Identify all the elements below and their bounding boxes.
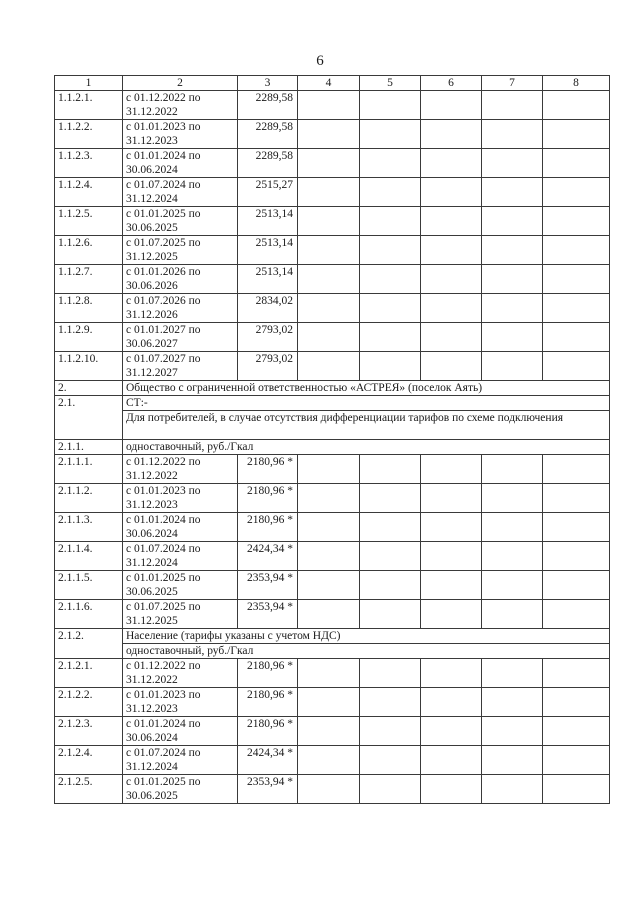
empty-cell: [298, 265, 360, 294]
empty-cell: [421, 484, 482, 513]
tariff-value: 2180,96 *: [238, 455, 298, 484]
empty-cell: [421, 178, 482, 207]
tariff-value: 2793,02: [238, 323, 298, 352]
empty-cell: [298, 294, 360, 323]
empty-cell: [543, 207, 610, 236]
empty-cell: [482, 717, 543, 746]
section-title: Население (тарифы указаны с учетом НДС): [123, 629, 610, 644]
section-title: Общество с ограниченной ответственностью «АСТРЕЯ» (поселок Аять): [123, 381, 610, 396]
column-header: 1: [55, 76, 123, 91]
empty-cell: [543, 513, 610, 542]
row-number: 2.1.2.4.: [55, 746, 123, 775]
tariff-value: 2289,58: [238, 120, 298, 149]
empty-cell: [421, 294, 482, 323]
empty-cell: [360, 746, 421, 775]
table-row: [55, 775, 610, 804]
tariff-value: 2793,02: [238, 352, 298, 381]
empty-cell: [482, 323, 543, 352]
tariff-value: 2180,96 *: [238, 659, 298, 688]
table-row: [55, 717, 610, 746]
column-header: 5: [360, 76, 421, 91]
empty-cell: [360, 207, 421, 236]
period-cell: с 01.01.2024 по 30.06.2024: [123, 717, 238, 746]
row-number: 1.1.2.5.: [55, 207, 123, 236]
table-row: [55, 455, 610, 484]
tariff-value: 2424,34 *: [238, 746, 298, 775]
empty-cell: [421, 236, 482, 265]
empty-cell: [482, 746, 543, 775]
empty-cell: [360, 455, 421, 484]
empty-cell: [543, 659, 610, 688]
section-row: [55, 644, 610, 659]
section-subtitle: одноставочный, руб./Гкал: [123, 644, 610, 659]
empty-cell: [421, 571, 482, 600]
empty-cell: [543, 717, 610, 746]
empty-cell: [421, 207, 482, 236]
empty-cell: [482, 571, 543, 600]
empty-cell: [482, 455, 543, 484]
empty-cell: [421, 717, 482, 746]
period-cell: с 01.01.2026 по 30.06.2026: [123, 265, 238, 294]
table-row: [55, 659, 610, 688]
tariff-value: 2180,96 *: [238, 688, 298, 717]
empty-cell: [543, 120, 610, 149]
row-number: 1.1.2.8.: [55, 294, 123, 323]
table-row: [55, 236, 610, 265]
empty-cell: [298, 91, 360, 120]
period-cell: с 01.01.2025 по 30.06.2025: [123, 775, 238, 804]
empty-cell: [421, 746, 482, 775]
section-title: одноставочный, руб./Гкал: [123, 440, 610, 455]
row-number: 1.1.2.2.: [55, 120, 123, 149]
empty-cell: [360, 688, 421, 717]
period-cell: с 01.07.2025 по 31.12.2025: [123, 236, 238, 265]
empty-cell: [421, 600, 482, 629]
tariff-table: [54, 75, 610, 804]
empty-cell: [543, 484, 610, 513]
empty-cell: [298, 746, 360, 775]
empty-cell: [482, 265, 543, 294]
tariff-value: 2515,27: [238, 178, 298, 207]
empty-cell: [298, 352, 360, 381]
empty-cell: [298, 688, 360, 717]
empty-cell: [360, 659, 421, 688]
row-number: 1.1.2.7.: [55, 265, 123, 294]
section-row: [55, 440, 610, 455]
empty-cell: [298, 484, 360, 513]
empty-cell: [543, 236, 610, 265]
row-number: 2.1.1.1.: [55, 455, 123, 484]
empty-cell: [421, 149, 482, 178]
period-cell: с 01.07.2027 по 31.12.2027: [123, 352, 238, 381]
empty-cell: [543, 746, 610, 775]
table-row: [55, 484, 610, 513]
table-header-row: [55, 76, 610, 91]
empty-cell: [543, 91, 610, 120]
tariff-value: 2513,14: [238, 236, 298, 265]
row-number: 2.1.1.5.: [55, 571, 123, 600]
empty-cell: [298, 120, 360, 149]
empty-cell: [543, 352, 610, 381]
empty-cell: [543, 294, 610, 323]
empty-cell: [482, 542, 543, 571]
empty-cell: [421, 775, 482, 804]
period-cell: с 01.01.2024 по 30.06.2024: [123, 149, 238, 178]
tariff-value: 2513,14: [238, 265, 298, 294]
empty-cell: [421, 265, 482, 294]
empty-cell: [298, 178, 360, 207]
empty-cell: [482, 91, 543, 120]
row-number: 2.1.2.1.: [55, 659, 123, 688]
empty-cell: [360, 323, 421, 352]
empty-cell: [543, 688, 610, 717]
row-number: 1.1.2.3.: [55, 149, 123, 178]
row-number: 1.1.2.6.: [55, 236, 123, 265]
empty-cell: [543, 542, 610, 571]
table-row: [55, 513, 610, 542]
table-row: [55, 207, 610, 236]
section-title: СТ:-: [123, 396, 610, 411]
empty-cell: [421, 120, 482, 149]
section-number: 2.: [55, 381, 123, 396]
empty-cell: [298, 600, 360, 629]
tariff-value: 2353,94 *: [238, 600, 298, 629]
tariff-table-body: [55, 76, 610, 804]
empty-cell: [482, 149, 543, 178]
section-row: [55, 381, 610, 396]
column-header: 8: [543, 76, 610, 91]
empty-cell: [421, 542, 482, 571]
empty-cell: [298, 513, 360, 542]
table-row: [55, 149, 610, 178]
empty-cell: [298, 149, 360, 178]
row-number: 2.1.2.5.: [55, 775, 123, 804]
row-number: 1.1.2.9.: [55, 323, 123, 352]
tariff-value: 2513,14: [238, 207, 298, 236]
table-row: [55, 323, 610, 352]
period-cell: с 01.01.2025 по 30.06.2025: [123, 207, 238, 236]
table-row: [55, 688, 610, 717]
period-cell: с 01.12.2022 по 31.12.2022: [123, 91, 238, 120]
empty-cell: [298, 207, 360, 236]
empty-cell: [482, 775, 543, 804]
table-row: [55, 600, 610, 629]
table-row: [55, 91, 610, 120]
empty-cell: [360, 91, 421, 120]
tariff-value: 2834,02: [238, 294, 298, 323]
empty-cell: [482, 659, 543, 688]
column-header: 3: [238, 76, 298, 91]
empty-cell: [482, 600, 543, 629]
empty-cell: [482, 484, 543, 513]
table-row: [55, 542, 610, 571]
section-number: 2.1.: [55, 396, 123, 440]
empty-cell: [482, 178, 543, 207]
row-number: 2.1.1.3.: [55, 513, 123, 542]
row-number: 2.1.2.3.: [55, 717, 123, 746]
table-row: [55, 178, 610, 207]
empty-cell: [421, 513, 482, 542]
period-cell: с 01.12.2022 по 31.12.2022: [123, 659, 238, 688]
empty-cell: [482, 688, 543, 717]
row-number: 2.1.1.2.: [55, 484, 123, 513]
period-cell: с 01.01.2025 по 30.06.2025: [123, 571, 238, 600]
empty-cell: [543, 178, 610, 207]
empty-cell: [482, 513, 543, 542]
empty-cell: [543, 455, 610, 484]
page-number: 6: [316, 53, 324, 69]
empty-cell: [482, 207, 543, 236]
period-cell: с 01.01.2024 по 30.06.2024: [123, 513, 238, 542]
section-subtitle: Для потребителей, в случае отсутствия дифференциации тарифов по схеме подключения: [123, 411, 610, 440]
empty-cell: [482, 352, 543, 381]
empty-cell: [298, 717, 360, 746]
empty-cell: [360, 265, 421, 294]
tariff-value: 2353,94 *: [238, 571, 298, 600]
tariff-value: 2180,96 *: [238, 717, 298, 746]
tariff-value: 2180,96 *: [238, 513, 298, 542]
empty-cell: [421, 323, 482, 352]
table-row: [55, 571, 610, 600]
empty-cell: [360, 294, 421, 323]
empty-cell: [543, 323, 610, 352]
empty-cell: [543, 571, 610, 600]
empty-cell: [360, 352, 421, 381]
empty-cell: [298, 236, 360, 265]
section-number: 2.1.2.: [55, 629, 123, 659]
empty-cell: [421, 352, 482, 381]
empty-cell: [298, 659, 360, 688]
period-cell: с 01.01.2023 по 31.12.2023: [123, 688, 238, 717]
empty-cell: [298, 775, 360, 804]
table-row: [55, 294, 610, 323]
table-row: [55, 120, 610, 149]
empty-cell: [421, 688, 482, 717]
empty-cell: [360, 775, 421, 804]
empty-cell: [360, 149, 421, 178]
empty-cell: [543, 775, 610, 804]
empty-cell: [298, 455, 360, 484]
row-number: 1.1.2.1.: [55, 91, 123, 120]
period-cell: с 01.01.2027 по 30.06.2027: [123, 323, 238, 352]
empty-cell: [482, 120, 543, 149]
period-cell: с 01.01.2023 по 31.12.2023: [123, 484, 238, 513]
empty-cell: [360, 513, 421, 542]
tariff-value: 2353,94 *: [238, 775, 298, 804]
column-header: 7: [482, 76, 543, 91]
period-cell: с 01.01.2023 по 31.12.2023: [123, 120, 238, 149]
empty-cell: [421, 659, 482, 688]
tariff-value: 2180,96 *: [238, 484, 298, 513]
row-number: 2.1.1.6.: [55, 600, 123, 629]
period-cell: с 01.07.2025 по 31.12.2025: [123, 600, 238, 629]
table-row: [55, 265, 610, 294]
empty-cell: [298, 323, 360, 352]
empty-cell: [543, 265, 610, 294]
empty-cell: [360, 120, 421, 149]
period-cell: с 01.12.2022 по 31.12.2022: [123, 455, 238, 484]
column-header: 4: [298, 76, 360, 91]
column-header: 2: [123, 76, 238, 91]
row-number: 2.1.1.4.: [55, 542, 123, 571]
row-number: 2.1.2.2.: [55, 688, 123, 717]
empty-cell: [298, 571, 360, 600]
row-number: 1.1.2.10.: [55, 352, 123, 381]
tariff-value: 2289,58: [238, 91, 298, 120]
empty-cell: [298, 542, 360, 571]
period-cell: с 01.07.2024 по 31.12.2024: [123, 542, 238, 571]
table-row: [55, 352, 610, 381]
empty-cell: [421, 91, 482, 120]
row-number: 1.1.2.4.: [55, 178, 123, 207]
empty-cell: [360, 484, 421, 513]
section-row: [55, 411, 610, 440]
empty-cell: [421, 455, 482, 484]
tariff-value: 2424,34 *: [238, 542, 298, 571]
section-number: 2.1.1.: [55, 440, 123, 455]
section-row: [55, 629, 610, 644]
empty-cell: [360, 542, 421, 571]
section-row: [55, 396, 610, 411]
empty-cell: [482, 294, 543, 323]
empty-cell: [482, 236, 543, 265]
empty-cell: [360, 178, 421, 207]
empty-cell: [543, 600, 610, 629]
tariff-value: 2289,58: [238, 149, 298, 178]
empty-cell: [360, 717, 421, 746]
empty-cell: [360, 571, 421, 600]
empty-cell: [360, 600, 421, 629]
period-cell: с 01.07.2026 по 31.12.2026: [123, 294, 238, 323]
period-cell: с 01.07.2024 по 31.12.2024: [123, 746, 238, 775]
column-header: 6: [421, 76, 482, 91]
period-cell: с 01.07.2024 по 31.12.2024: [123, 178, 238, 207]
empty-cell: [543, 149, 610, 178]
table-row: [55, 746, 610, 775]
empty-cell: [360, 236, 421, 265]
